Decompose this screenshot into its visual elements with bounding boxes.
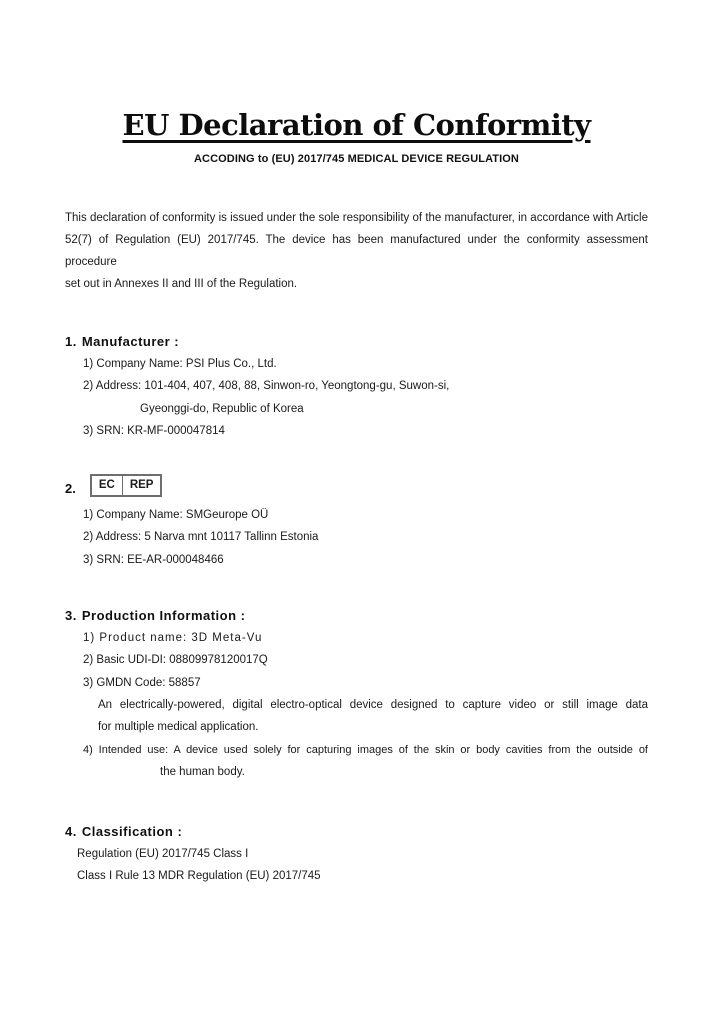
ec-rep-symbol-ec: EC bbox=[98, 479, 115, 492]
section-title: Classification : bbox=[81, 824, 183, 840]
section-ec-rep-heading bbox=[65, 472, 648, 499]
product-name-line: 1) Product name: 3D Meta-Vu bbox=[83, 632, 263, 645]
classification-line-2: Class I Rule 13 MDR Regulation (EU) 2017/745 bbox=[77, 870, 321, 883]
section-ec-rep bbox=[65, 472, 648, 571]
section-manufacturer-heading bbox=[65, 331, 648, 353]
section-production-heading bbox=[65, 605, 648, 627]
section-title: Production Information : bbox=[81, 608, 246, 624]
manufacturer-address-line-2: Gyeonggi-do, Republic of Korea bbox=[140, 402, 304, 415]
intro-line-1: This declaration of conformity is issued under the sole responsibility of the manufacturer, in accordance with Article bbox=[65, 212, 648, 224]
intro-paragraph bbox=[65, 207, 648, 295]
intended-use-line-1: 4) Intended use: A device used solely for capturing images of the skin or body cavities from the outside of bbox=[83, 743, 648, 756]
section-ec-rep-body bbox=[65, 504, 648, 571]
ec-rep-address-line: 2) Address: 5 Narva mnt 10117 Tallinn Estonia bbox=[83, 531, 319, 544]
classification-line-1: Regulation (EU) 2017/745 Class I bbox=[77, 848, 249, 861]
section-classification-heading bbox=[65, 821, 648, 843]
section-classification bbox=[65, 821, 648, 888]
section-production-body bbox=[65, 627, 648, 783]
manufacturer-srn-line: 3) SRN: KR-MF-000047814 bbox=[83, 424, 225, 437]
manufacturer-company-line: 1) Company Name: PSI Plus Co., Ltd. bbox=[83, 358, 277, 370]
page-title bbox=[65, 106, 648, 144]
gmdn-description-line-2: for multiple medical application. bbox=[98, 721, 259, 734]
section-manufacturer bbox=[65, 331, 648, 442]
intro-line-2: 52(7) of Regulation (EU) 2017/745. The device has been manufactured under the conformity assessment procedure bbox=[65, 234, 648, 268]
section-classification-body bbox=[65, 843, 648, 888]
manufacturer-address-line-1: 2) Address: 101-404, 407, 408, 88, Sinwon-ro, Yeongtong-gu, Suwon-si, bbox=[83, 380, 450, 393]
page-subtitle: ACCODING to (EU) 2017/745 MEDICAL DEVICE REGULATION bbox=[194, 153, 519, 165]
gmdn-code-line: 3) GMDN Code: 58857 bbox=[83, 676, 201, 689]
section-title: Manufacturer : bbox=[81, 334, 180, 349]
ec-rep-company-line: 1) Company Name: SMGeurope OÜ bbox=[83, 509, 269, 522]
gmdn-description-line-1: An electrically-powered, digital electro-optical device designed to capture video or still image data bbox=[98, 698, 648, 711]
section-number: 2. bbox=[65, 481, 76, 497]
intended-use-line-2: the human body. bbox=[160, 765, 245, 778]
section-number: 4. bbox=[65, 824, 77, 840]
basic-udi-line: 2) Basic UDI-DI: 08809978120017Q bbox=[83, 654, 268, 667]
section-number: 3. bbox=[65, 608, 77, 624]
ec-rep-srn-line: 3) SRN: EE-AR-000048466 bbox=[83, 553, 224, 566]
section-production-information bbox=[65, 605, 648, 783]
section-manufacturer-body bbox=[65, 353, 648, 442]
ec-rep-symbol-rep: REP bbox=[122, 476, 161, 495]
section-number: 1. bbox=[65, 334, 77, 349]
ec-rep-symbol-icon bbox=[90, 474, 163, 497]
intro-line-3: set out in Annexes II and III of the Regulation. bbox=[65, 278, 298, 290]
page-title-text: EU Declaration of Conformity bbox=[122, 108, 591, 142]
